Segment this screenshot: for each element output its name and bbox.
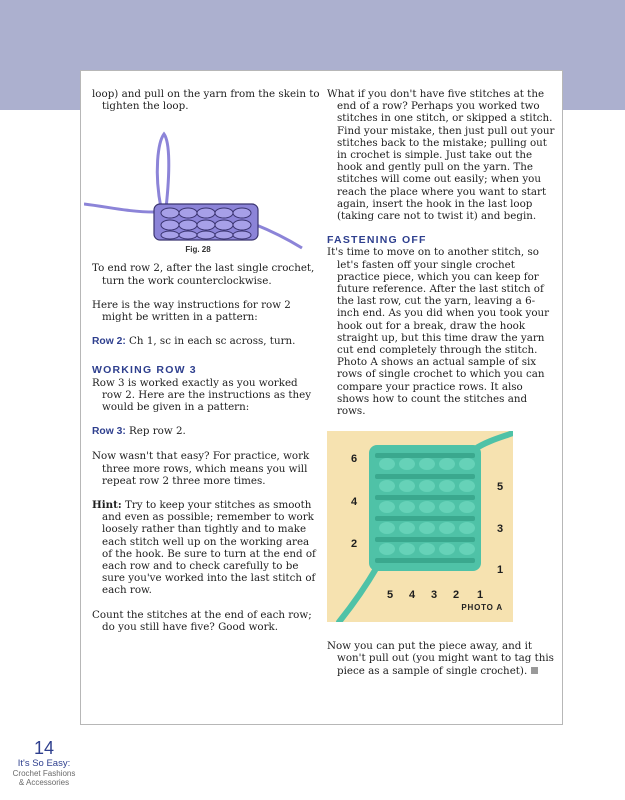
- crochet-illustration: [84, 112, 312, 262]
- put-away-text: Now you can put the piece away, and it won't pull out (you might want to tag this piece as a sample of single crochet).: [327, 640, 554, 677]
- book-title: It's So Easy:: [17, 758, 71, 769]
- pattern-row-2: [92, 335, 320, 348]
- row-label-4: 4: [351, 496, 358, 509]
- photo-caption: PHOTO A: [461, 603, 503, 613]
- row-label-2: 2: [351, 538, 358, 551]
- paragraph-count: Count the stitches at the end of each row; do you still have five? Good work.: [92, 608, 312, 633]
- row-2-text: Ch 1, sc in each sc across, turn.: [125, 335, 296, 348]
- stitch-label-2: 2: [453, 589, 460, 602]
- row-label-5: 5: [497, 481, 504, 494]
- page-number: 14: [33, 738, 55, 758]
- paragraph-instructions: Here is the way instructions for row 2 might be written in a pattern:: [92, 298, 291, 324]
- row-3-label: Row 3:: [92, 426, 126, 438]
- row-2-label: Row 2:: [92, 336, 126, 348]
- paragraph-fastening: It's time to move on to another stitch, so let's fasten off your single crochet practice piece, which you can keep for future reference. After the last stitch of the last row, cut the yarn, leaving a 6-inch end. As you did when you took your hook out for a break, draw the hook straight up, but this time draw the yarn cut end completely through the stitch. Photo A shows an actual sample of six rows of single crochet to which you can compare your practice rows. It also shows how to count the stitches and rows.: [327, 246, 550, 418]
- row-3-text: Rep row 2.: [125, 425, 186, 438]
- page-footer: [4, 738, 84, 787]
- hint-paragraph: [92, 499, 320, 597]
- row-label-1: 1: [497, 564, 504, 577]
- figure-caption: Fig. 28: [185, 245, 211, 255]
- photo-a: [327, 431, 513, 622]
- stitch-label-3: 3: [431, 589, 438, 602]
- paragraph-put-away: [327, 640, 555, 677]
- stitch-label-1: 1: [477, 589, 484, 602]
- left-column: [92, 88, 320, 645]
- pattern-row-3: [92, 425, 320, 438]
- end-mark-icon: [531, 667, 538, 674]
- paragraph-loop: loop) and pull on the yarn from the skein to tighten the loop.: [92, 88, 320, 113]
- book-subtitle-line-2: & Accessories: [18, 778, 70, 787]
- heading-fastening-off: FASTENING OFF: [327, 234, 427, 247]
- hint-label: Hint:: [92, 499, 122, 512]
- book-subtitle-line-1: Crochet Fashions: [12, 769, 76, 778]
- heading-working-row-3: WORKING ROW 3: [92, 364, 197, 377]
- paragraph-row-3: Row 3 is worked exactly as you worked row 2. Here are the instructions as they would be given in a pattern:: [92, 376, 312, 414]
- figure-28: [84, 112, 312, 262]
- right-column: [327, 88, 555, 689]
- stitch-label-4: 4: [409, 589, 416, 602]
- hint-text: Try to keep your stitches as smooth and even as possible; remember to work loosely rather than tightly and to make each stitch well up on the working area of the hook. Be sure to turn at the end of each row and to check carefully to be sure you've worked into the last stitch of each row.: [102, 499, 316, 597]
- paragraph-mistakes: What if you don't have five stitches at the end of a row? Perhaps you worked two stitches in one stitch, or skipped a stitch. Find your mistake, then just pull out your stitches back to the mistake; pulling out in crochet is simple. Just take out the hook and gently pull on the yarn. The stitches will come out easily; when you reach the place where you want to start again, insert the hook in the last loop (taking care not to twist it) and begin.: [327, 88, 555, 223]
- row-label-6: 6: [351, 453, 358, 466]
- row-label-3: 3: [497, 523, 504, 536]
- stitch-label-5: 5: [387, 589, 394, 602]
- paragraph-practice: Now wasn't that easy? For practice, work three more rows, which means you will repeat row 2 three more times.: [92, 450, 310, 487]
- paragraph-end-row: To end row 2, after the last single crochet, turn the work counterclockwise.: [92, 262, 315, 287]
